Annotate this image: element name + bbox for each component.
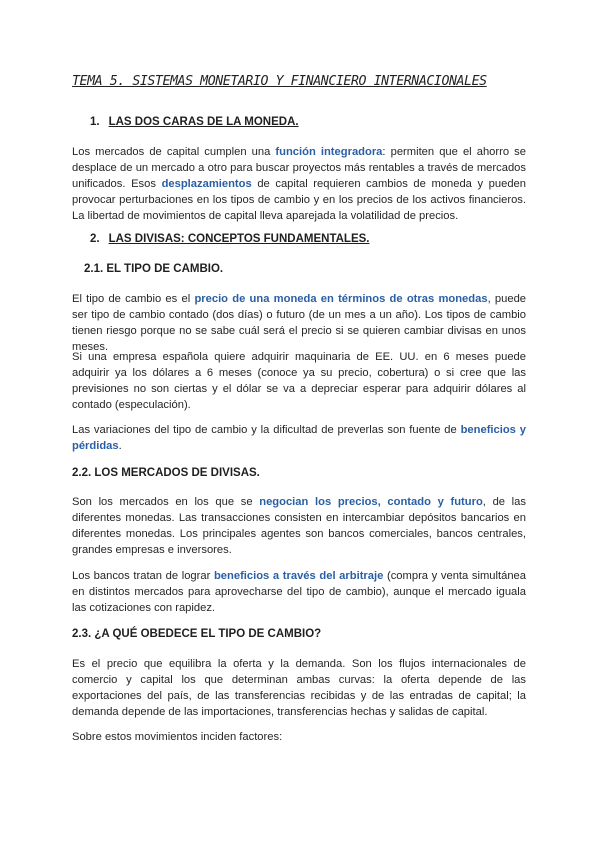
highlight-term: negocian los precios, contado y futuro [259, 496, 483, 508]
highlight-term: beneficios y pérdidas [72, 424, 526, 452]
subsection-2-1-heading: 2.1. EL TIPO DE CAMBIO. [84, 263, 224, 275]
text-run: Los mercados de capital cumplen una [72, 146, 276, 158]
highlight-term: precio de una moneda en términos de otras monedas [194, 293, 488, 305]
highlight-term: función integradora [275, 146, 383, 158]
subsection-2-1-paragraph-3 [72, 422, 526, 454]
subsection-2-2-paragraph-2 [72, 568, 526, 616]
text-run: . [118, 440, 122, 452]
text-run: , de las diferentes monedas. Las transacciones consisten en intercambiar depósitos bancarios en diferentes monedas. Los principales agentes son bancos comerciales, bancos centrales, grandes empresas e inversores. [72, 496, 526, 556]
subsection-2-2-heading: 2.2. LOS MERCADOS DE DIVISAS. [72, 467, 260, 479]
highlight-term: desplazamientos [161, 178, 252, 190]
text-run: Los bancos tratan de lograr [72, 570, 214, 582]
document-title: TEMA 5. SISTEMAS MONETARIO Y FINANCIERO INTERNACIONALES [72, 74, 487, 89]
text-run: , puede ser tipo de cambio contado (dos días) o futuro (de un mes a un año). Los tipos de cambio tienen riesgo porque no se sabe cuál será el precio si se quieren cambiar divisas en unos meses. [72, 293, 527, 353]
text-run: El tipo de cambio es el [72, 293, 195, 305]
text-run: (compra y venta simultánea en distintos mercados para aprovecharse del tipo de cambio), aunque el mercado iguala las cotizaciones con rapidez. [72, 570, 526, 614]
text-run: de capital requieren cambios de moneda y pueden provocar perturbaciones en los tipos de cambio y en los precios de los activos financieros. La libertad de movimientos de capital lleva aparejada la volatilidad de precios. [72, 178, 527, 222]
text-run: Son los mercados en los que se [72, 496, 260, 508]
subsection-2-2-paragraph-1 [72, 494, 526, 558]
subsection-2-3-paragraph-1: Es el precio que equilibra la oferta y la demanda. Son los flujos internacionales de comercio y capital los que determinan ambas curvas: la oferta depende de las exportaciones del país, de las transferencias recibidas y de las entradas de capital; la demanda depende de las importaciones, transferencias hechas y salidas de capital. [72, 658, 526, 718]
subsection-2-3-heading: 2.3. ¿A QUÉ OBEDECE EL TIPO DE CAMBIO? [72, 628, 322, 640]
text-run: : permiten que el ahorro se desplace de un mercado a otro para buscar proyectos más rentables a través de mercados unificados. Esos [72, 146, 526, 190]
section-2-title: LAS DIVISAS: CONCEPTOS FUNDAMENTALES. [108, 233, 370, 245]
highlight-term: beneficios a través del arbitraje [213, 570, 384, 582]
section-1-heading [90, 116, 299, 128]
section-1-number: 1. [90, 116, 100, 128]
section-2-number: 2. [90, 233, 100, 245]
subsection-2-1-paragraph-1 [72, 291, 526, 355]
text-run: Las variaciones del tipo de cambio y la dificultad de preverlas son fuente de [72, 424, 461, 436]
section-1-paragraph [72, 144, 526, 224]
subsection-2-3-paragraph-2: Sobre estos movimientos inciden factores: [72, 731, 283, 743]
section-2-heading [90, 233, 370, 245]
subsection-2-1-paragraph-2: Si una empresa española quiere adquirir maquinaria de EE. UU. en 6 meses puede adquirir ya los dólares a 6 meses (conoce ya su precio, cobertura) o si cree que las previsiones no son ciertas y el dólar se va a depreciar esperar para adquirir dólares al contado (especulación). [72, 351, 526, 411]
section-1-title: LAS DOS CARAS DE LA MONEDA. [108, 116, 299, 128]
